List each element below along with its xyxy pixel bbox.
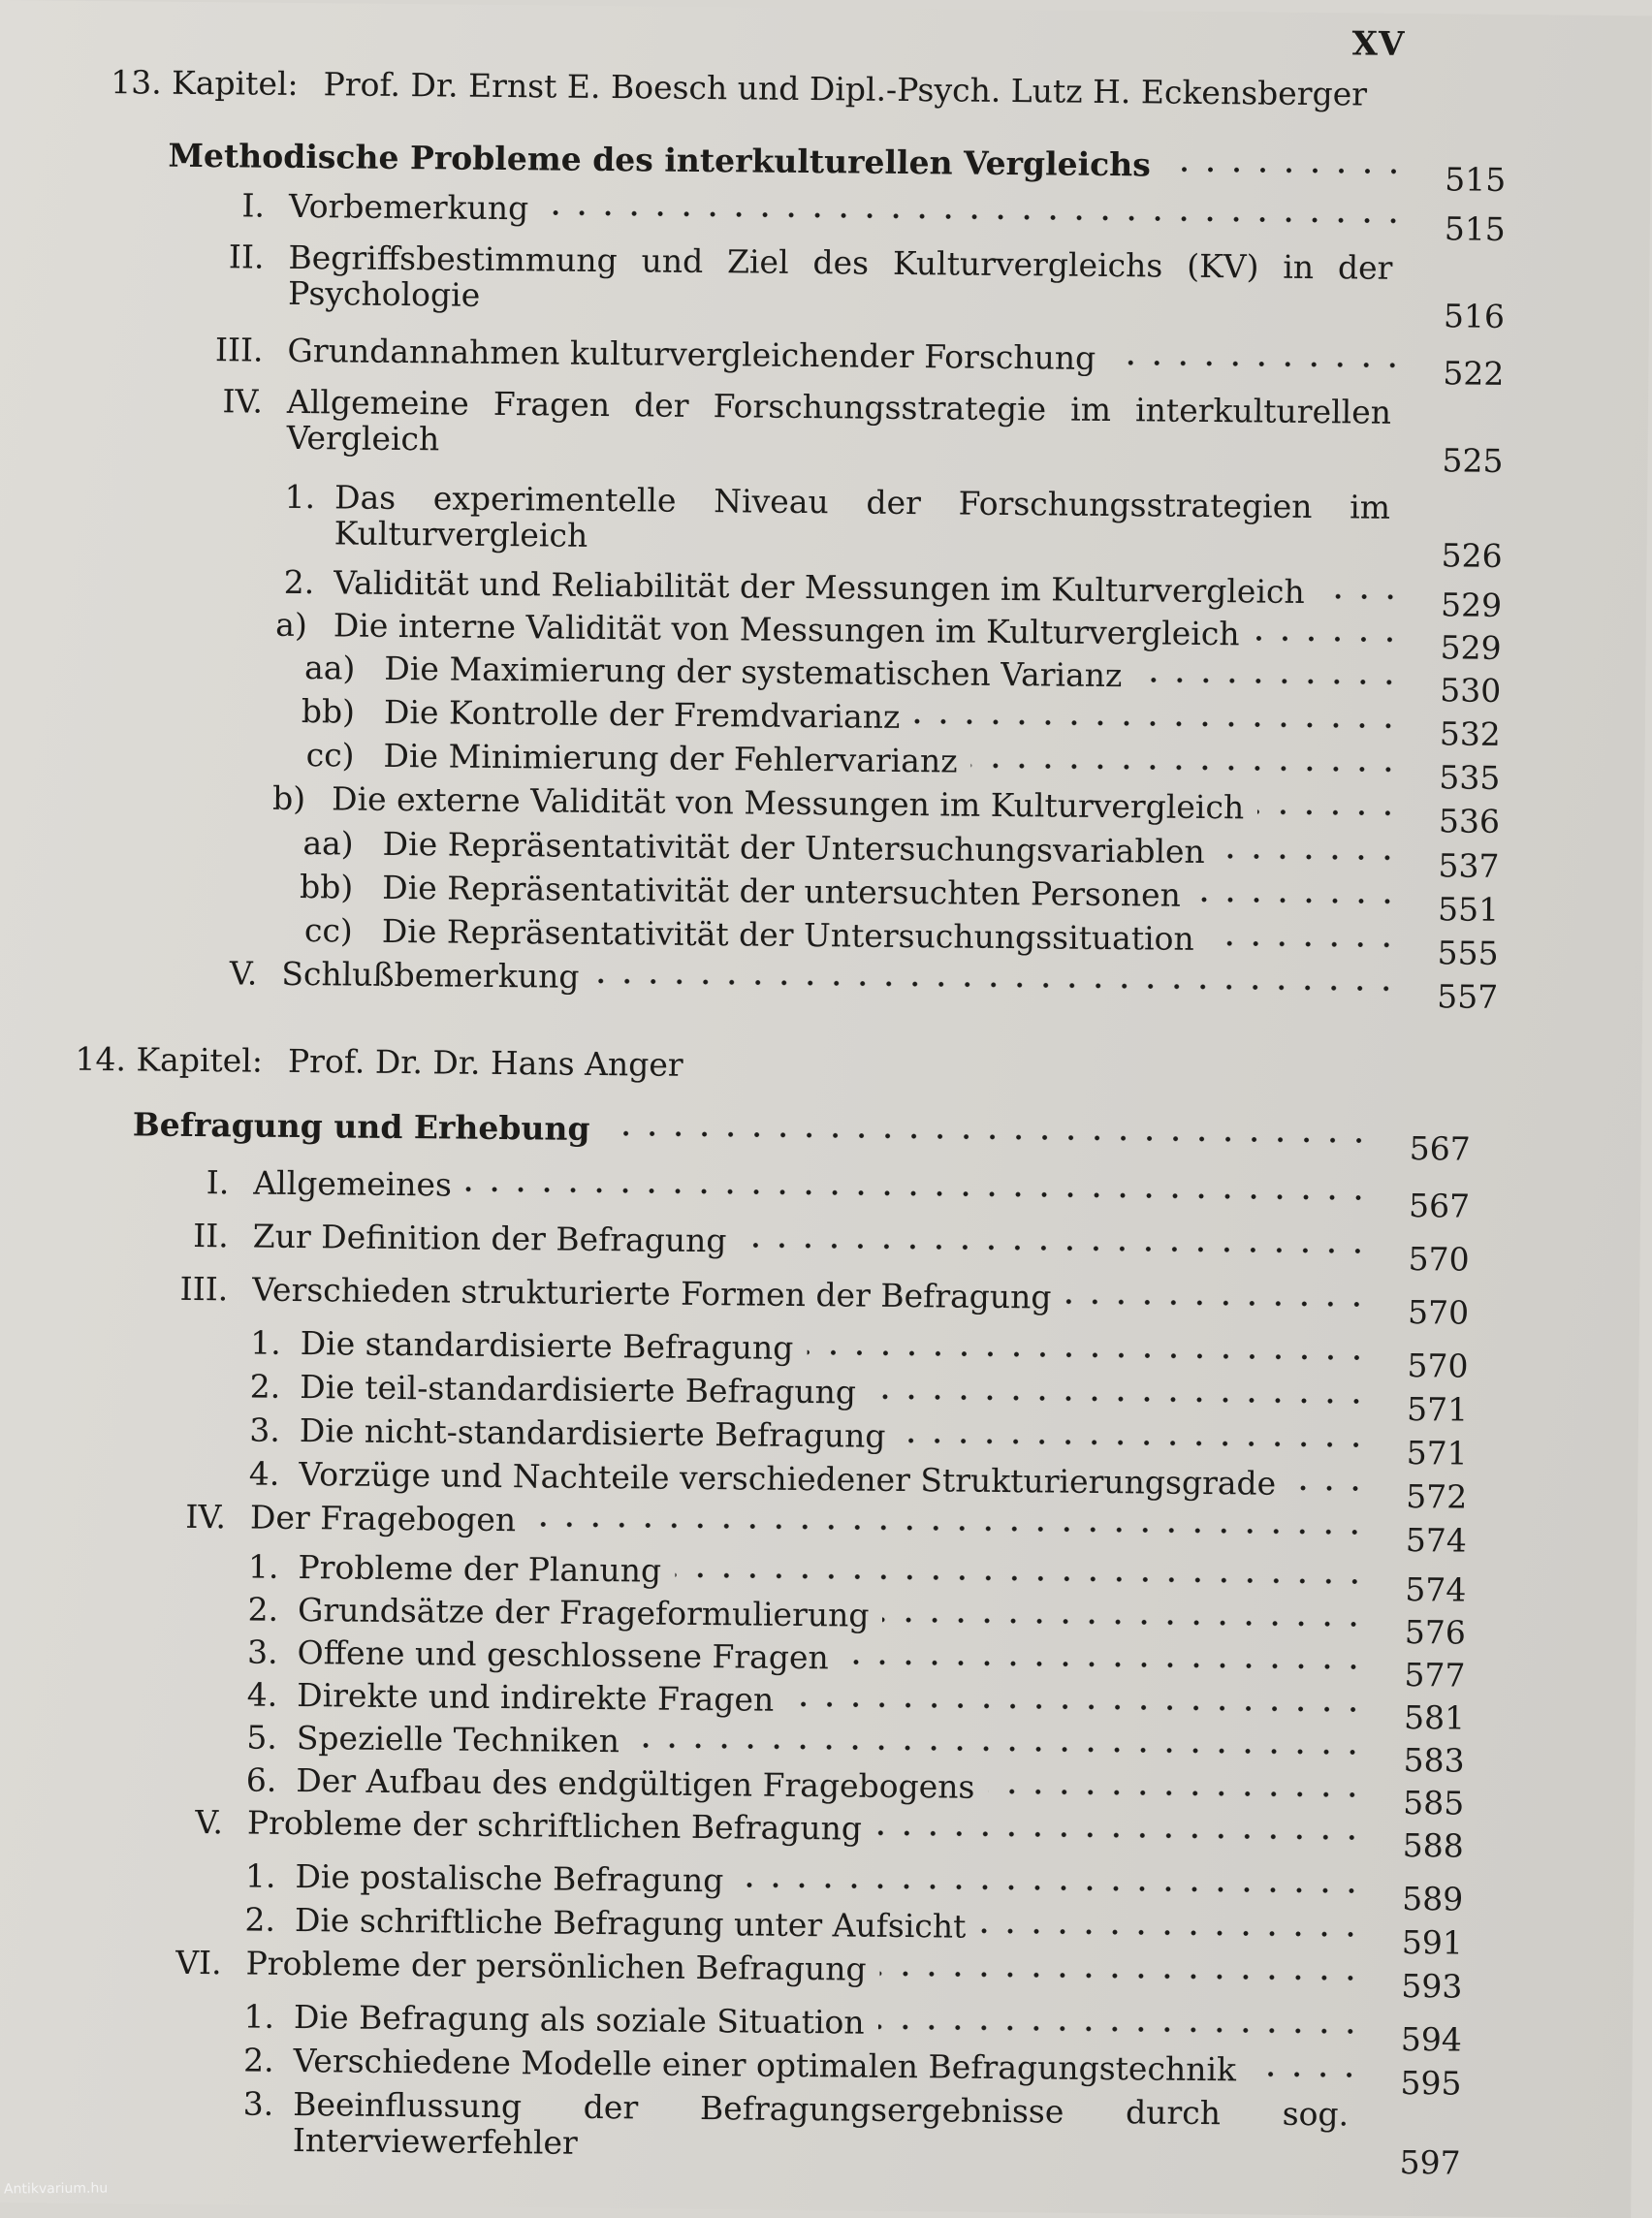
toc-entry-page: 583 xyxy=(1388,1742,1464,1779)
toc-entry xyxy=(161,824,1499,872)
leader-dots xyxy=(1250,2068,1363,2080)
chapter-13-heading xyxy=(111,63,1367,112)
leader-dots xyxy=(1109,357,1405,371)
toc-entry-number: 1. xyxy=(165,478,315,515)
toc-entry xyxy=(129,1454,1467,1503)
toc-entry-page: 577 xyxy=(1389,1657,1465,1694)
toc-entry-number: aa) xyxy=(161,824,353,862)
toc-entry-page: 585 xyxy=(1388,1785,1464,1822)
toc-entry-page: 570 xyxy=(1392,1347,1468,1384)
toc-entry-title: Begriffsbestimmung und Ziel des Kulturvergleichs (KV) in der Psychologie xyxy=(288,239,1393,322)
toc-entry-page: 529 xyxy=(1425,629,1501,666)
toc-entry-number: b) xyxy=(162,779,305,816)
toc-entry-title: Spezielle Techniken xyxy=(297,1720,620,1759)
leader-dots xyxy=(465,1184,1371,1204)
toc-entry-number: V. xyxy=(160,955,257,992)
leader-dots xyxy=(882,1614,1367,1631)
leader-dots xyxy=(675,1569,1367,1588)
leader-dots xyxy=(1064,1296,1370,1311)
leader-dots xyxy=(979,1925,1364,1941)
toc-entry-number: 1. xyxy=(125,1856,275,1893)
toc-entry xyxy=(131,1323,1469,1372)
toc-entry-title: Grundannahmen kulturvergleichender Forschung xyxy=(287,333,1096,376)
toc-entry-title: Zur Definition der Befragung xyxy=(253,1219,727,1259)
leader-dots xyxy=(1289,1482,1368,1495)
watermark: Antikvarium.hu xyxy=(4,2180,108,2197)
toc-entry xyxy=(164,563,1502,612)
toc-entry xyxy=(163,649,1501,697)
toc-entry xyxy=(130,1410,1468,1459)
toc-entry xyxy=(128,1547,1466,1596)
toc-entry-page: 532 xyxy=(1425,715,1501,752)
toc-entry-number: a) xyxy=(164,606,307,643)
toc-entry-number: bb) xyxy=(161,868,353,905)
toc-entry-number: IV. xyxy=(129,1498,226,1535)
toc-entry xyxy=(129,1498,1467,1546)
leader-dots xyxy=(1257,806,1401,818)
toc-entry-number: 3. xyxy=(123,2084,273,2121)
toc-entry-page: 536 xyxy=(1424,803,1500,840)
leader-dots xyxy=(913,715,1402,732)
toc-entry-number: IV. xyxy=(166,383,263,420)
toc-entry-title: Verschiedene Modelle einer optimalen Befragungstechnik xyxy=(293,2043,1236,2087)
leader-dots xyxy=(970,760,1401,776)
toc-entry-number: III. xyxy=(166,332,263,368)
toc-entry-page: 589 xyxy=(1387,1881,1463,1917)
toc-entry-page: 526 xyxy=(1426,537,1502,574)
toc-entry xyxy=(167,238,1506,323)
leader-dots xyxy=(875,1827,1365,1844)
leader-dots xyxy=(878,2021,1363,2038)
leader-dots xyxy=(737,1879,1364,1896)
toc-entry-title: Vorzüge und Nachteile verschiedener Strukturierungsgrade xyxy=(299,1456,1276,1502)
toc-entry-title: Allgemeines xyxy=(253,1165,452,1203)
toc-entry-number: 5. xyxy=(127,1718,277,1755)
toc-entry xyxy=(124,1944,1462,1992)
toc-entry-page: 551 xyxy=(1423,891,1499,928)
leader-dots xyxy=(1318,590,1404,603)
toc-entry xyxy=(127,1632,1465,1681)
toc-entry-title: Die externe Validität von Messungen im Kulturvergleich xyxy=(332,780,1244,825)
toc-entry-page: 593 xyxy=(1386,1968,1462,2005)
toc-entry-page: 567 xyxy=(1394,1188,1470,1224)
leader-dots xyxy=(1208,937,1400,951)
leader-dots xyxy=(592,975,1399,995)
toc-entry-title: Schlußbemerkung xyxy=(281,956,579,995)
chapter-14-title-row xyxy=(133,1106,1471,1155)
toc-entry xyxy=(168,187,1506,236)
toc-entry xyxy=(128,1590,1466,1638)
chapter-14-heading xyxy=(75,1040,683,1084)
leader-dots xyxy=(740,1239,1370,1256)
toc-entry-number: 1. xyxy=(131,1323,281,1360)
toc-entry xyxy=(166,383,1505,467)
toc-entry-page: 515 xyxy=(1430,210,1506,247)
leader-dots xyxy=(603,1127,1371,1147)
toc-entry-title: Die standardisierte Befragung xyxy=(301,1325,794,1366)
toc-entry-number: VI. xyxy=(124,1944,221,1980)
toc-entry xyxy=(161,911,1499,960)
toc-entry-page: 537 xyxy=(1423,847,1499,884)
toc-entry-title: Verschieden strukturierte Formen der Befragung xyxy=(252,1272,1052,1315)
toc-entry xyxy=(166,332,1504,380)
toc-entry-page: 516 xyxy=(1429,298,1505,334)
toc-entry xyxy=(127,1718,1465,1766)
toc-entry-title: Beeinflussung der Befragungsergebnisse durch sog. Interviewerfehler xyxy=(293,2086,1350,2168)
toc-entry-number: II. xyxy=(132,1217,229,1253)
toc-entry-title: Der Fragebogen xyxy=(250,1500,516,1538)
page-number: XV xyxy=(1351,24,1405,64)
chapter-13-title-row xyxy=(168,138,1506,186)
toc-entry-page: 557 xyxy=(1422,978,1498,1015)
toc-entry-number: 2. xyxy=(123,2041,273,2077)
toc-entry-number: 4. xyxy=(129,1454,279,1491)
toc-entry xyxy=(164,606,1502,654)
toc-entry-title: Grundsätze der Frageformulierung xyxy=(298,1592,870,1633)
toc-entry-title: Die nicht-standardisierte Befragung xyxy=(300,1412,886,1454)
toc-entry-page: 581 xyxy=(1389,1699,1465,1736)
toc-entry xyxy=(126,1803,1464,1852)
toc-entry-number: 2. xyxy=(125,1900,275,1937)
chapter-13-title: Methodische Probleme des interkulturellen Vergleichs xyxy=(168,138,1151,183)
toc-entry-number: 2. xyxy=(128,1590,278,1627)
leader-dots xyxy=(1164,164,1408,177)
toc-entry-title: Die Repräsentativität der Untersuchungssituation xyxy=(382,913,1194,957)
toc-entry-title: Probleme der Planung xyxy=(298,1549,661,1589)
toc-entry-number: 4. xyxy=(127,1675,277,1712)
leader-dots xyxy=(842,1656,1367,1672)
toc-entry-number: 6. xyxy=(126,1760,276,1797)
toc-entry-title: Validität und Reliabilität der Messungen im Kulturvergleich xyxy=(334,564,1305,610)
toc-entry-page: 591 xyxy=(1387,1924,1463,1961)
leader-dots xyxy=(880,1968,1364,1984)
leader-dots xyxy=(1219,850,1401,864)
toc-entry xyxy=(130,1367,1468,1415)
toc-entry-page: 571 xyxy=(1392,1435,1468,1472)
toc-entry-title: Die teil-standardisierte Befragung xyxy=(300,1369,856,1410)
toc-entry xyxy=(132,1217,1470,1265)
chapter-14-authors: Prof. Dr. Dr. Hans Anger xyxy=(288,1042,683,1084)
toc-entry xyxy=(127,1675,1465,1724)
toc-entry-title: Offene und geschlossene Fragen xyxy=(297,1634,828,1675)
toc-entry xyxy=(124,1997,1462,2045)
toc-entry-number: aa) xyxy=(163,649,355,686)
toc-entry-title: Die postalische Befragung xyxy=(295,1858,723,1898)
toc-entry-page: 594 xyxy=(1386,2021,1462,2058)
toc-entry-number: III. xyxy=(131,1270,228,1307)
toc-entry-page: 574 xyxy=(1391,1522,1467,1559)
toc-entry-page: 588 xyxy=(1388,1827,1464,1864)
leader-dots xyxy=(807,1347,1369,1364)
toc-entry-number: 3. xyxy=(127,1632,277,1669)
toc-entry-title: Die schriftliche Befragung unter Aufsicht xyxy=(295,1902,967,1945)
toc-entry-page: 525 xyxy=(1427,442,1503,479)
toc-entry-title: Probleme der schriftlichen Befragung xyxy=(247,1805,862,1847)
toc-entry xyxy=(126,1760,1464,1809)
toc-entry xyxy=(162,779,1500,828)
toc-entry-page: 529 xyxy=(1426,586,1502,623)
toc-entry-number: I. xyxy=(132,1163,229,1200)
toc-entry-page: 530 xyxy=(1425,672,1501,709)
toc-entry xyxy=(132,1163,1470,1212)
leader-dots xyxy=(542,206,1407,227)
toc-entry-page: 535 xyxy=(1424,759,1500,796)
toc-entry xyxy=(131,1270,1469,1318)
toc-entry-page: 572 xyxy=(1391,1478,1467,1515)
toc-entry-title: Direkte und indirekte Fragen xyxy=(297,1677,774,1718)
toc-entry-number: 2. xyxy=(164,563,314,600)
toc-entry-title: Die Maximierung der systematischen Varianz xyxy=(384,650,1122,693)
toc-entry xyxy=(125,1856,1463,1905)
toc-entry-number: 2. xyxy=(130,1367,280,1404)
leader-dots xyxy=(787,1698,1366,1716)
toc-entry-page: 576 xyxy=(1390,1614,1466,1651)
toc-entry-page: 555 xyxy=(1422,935,1498,971)
toc-entry-number: I. xyxy=(168,187,265,224)
leader-dots xyxy=(988,1786,1365,1801)
toc-entry-title: Vorbemerkung xyxy=(289,188,529,226)
chapter-13-label: 13. Kapitel: xyxy=(111,63,299,103)
toc-entry-title: Der Aufbau des endgültigen Fragebogens xyxy=(296,1762,974,1805)
toc-entry-title: Das experimentelle Niveau der Forschungsstrategien im Kulturvergleich xyxy=(334,479,1391,560)
toc-entry-number: 3. xyxy=(130,1410,280,1447)
toc-entry-number: 1. xyxy=(124,1997,274,2034)
toc-entry-number: 1. xyxy=(128,1547,278,1584)
toc-entry xyxy=(125,1900,1463,1949)
toc-entry-title: Probleme der persönlichen Befragung xyxy=(245,1946,866,1987)
toc-entry-page: 571 xyxy=(1392,1391,1468,1428)
toc-entry-number: bb) xyxy=(163,692,355,730)
toc-entry xyxy=(162,736,1500,784)
toc-entry xyxy=(161,868,1499,916)
leader-dots xyxy=(1135,674,1402,688)
toc-entry-number: V. xyxy=(126,1803,223,1840)
leader-dots xyxy=(870,1391,1369,1408)
toc-entry-page: 570 xyxy=(1393,1294,1469,1331)
toc-entry xyxy=(123,2084,1462,2169)
toc-entry xyxy=(123,2041,1461,2089)
toc-entry xyxy=(160,955,1498,1003)
chapter-13-authors: Prof. Dr. Ernst E. Boesch und Dipl.-Psych. Lutz H. Eckensberger xyxy=(323,65,1367,112)
toc-entry-page: 570 xyxy=(1393,1241,1469,1278)
toc-entry-page: 597 xyxy=(1384,2144,1460,2181)
toc-entry-title: Die Minimierung der Fehlervarianz xyxy=(383,738,957,779)
toc-entry xyxy=(165,478,1504,562)
toc-entry-title: Die Befragung als soziale Situation xyxy=(294,1999,865,2041)
toc-entry-page: 595 xyxy=(1385,2065,1461,2102)
chapter-13-toc xyxy=(160,138,1507,1017)
toc-entry-page: 574 xyxy=(1390,1571,1466,1608)
toc-entry-title: Allgemeine Fragen der Forschungsstrategie im interkulturellen Vergleich xyxy=(287,384,1392,466)
toc-entry-title: Die interne Validität von Messungen im Kulturvergleich xyxy=(334,607,1240,651)
chapter-14-title: Befragung und Erhebung xyxy=(133,1106,590,1147)
leader-dots xyxy=(529,1518,1368,1537)
toc-entry-title: Die Repräsentativität der untersuchten Personen xyxy=(382,870,1181,913)
toc-entry-number: cc) xyxy=(161,911,353,949)
chapter-13-title-page: 515 xyxy=(1430,161,1506,198)
toc-entry-page: 522 xyxy=(1428,355,1504,392)
toc-entry-number: II. xyxy=(167,238,264,275)
toc-entry-title: Die Kontrolle der Fremdvarianz xyxy=(384,694,901,735)
toc-entry xyxy=(163,692,1501,741)
toc-entry-number: cc) xyxy=(162,736,354,774)
leader-dots xyxy=(1194,894,1400,907)
chapter-14-toc xyxy=(123,1106,1471,2176)
leader-dots xyxy=(899,1435,1368,1451)
toc-entry-title: Die Repräsentativität der Untersuchungsvariablen xyxy=(382,826,1204,870)
chapter-14-label: 14. Kapitel: xyxy=(75,1040,263,1080)
chapter-14-title-page: 567 xyxy=(1395,1130,1471,1167)
leader-dots xyxy=(1253,632,1402,645)
leader-dots xyxy=(633,1739,1366,1758)
